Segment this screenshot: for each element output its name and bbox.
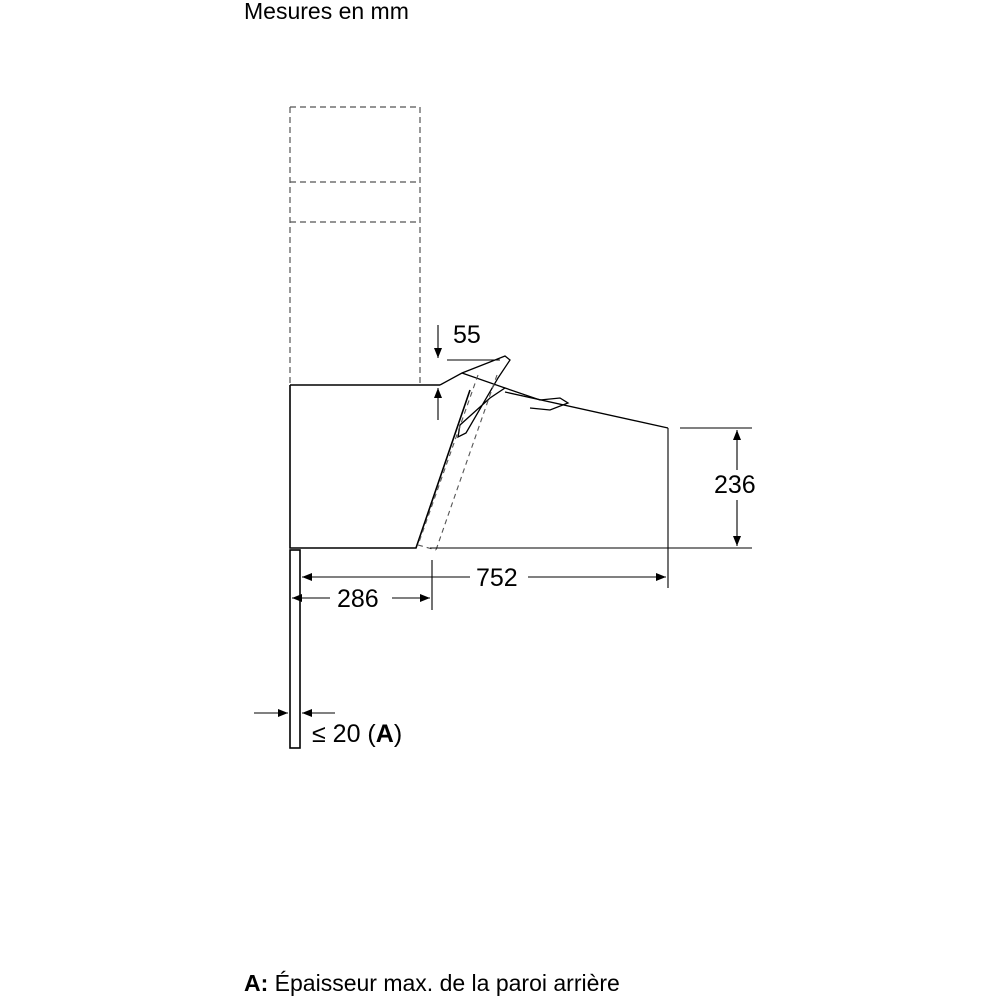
dim-286-label: 286 bbox=[337, 585, 379, 613]
legend-text: Épaisseur max. de la paroi arrière bbox=[274, 970, 620, 996]
dim-wall-value: ≤ 20 ( bbox=[312, 720, 376, 748]
dim-236-label: 236 bbox=[714, 471, 756, 499]
hood-body bbox=[290, 385, 470, 548]
dim-752-label: 752 bbox=[476, 564, 518, 592]
units-label: Mesures en mm bbox=[244, 0, 409, 24]
chimney-outline bbox=[290, 107, 420, 385]
legend-marker: A: bbox=[244, 970, 269, 996]
dim-55-label: 55 bbox=[453, 321, 481, 349]
glass-panel bbox=[440, 356, 668, 437]
rear-wall bbox=[290, 550, 300, 748]
dim-wall-label bbox=[312, 722, 402, 747]
legend-caption bbox=[244, 970, 620, 997]
dim-wall-marker: A bbox=[375, 720, 394, 748]
dim-wall-close: ) bbox=[393, 720, 403, 748]
